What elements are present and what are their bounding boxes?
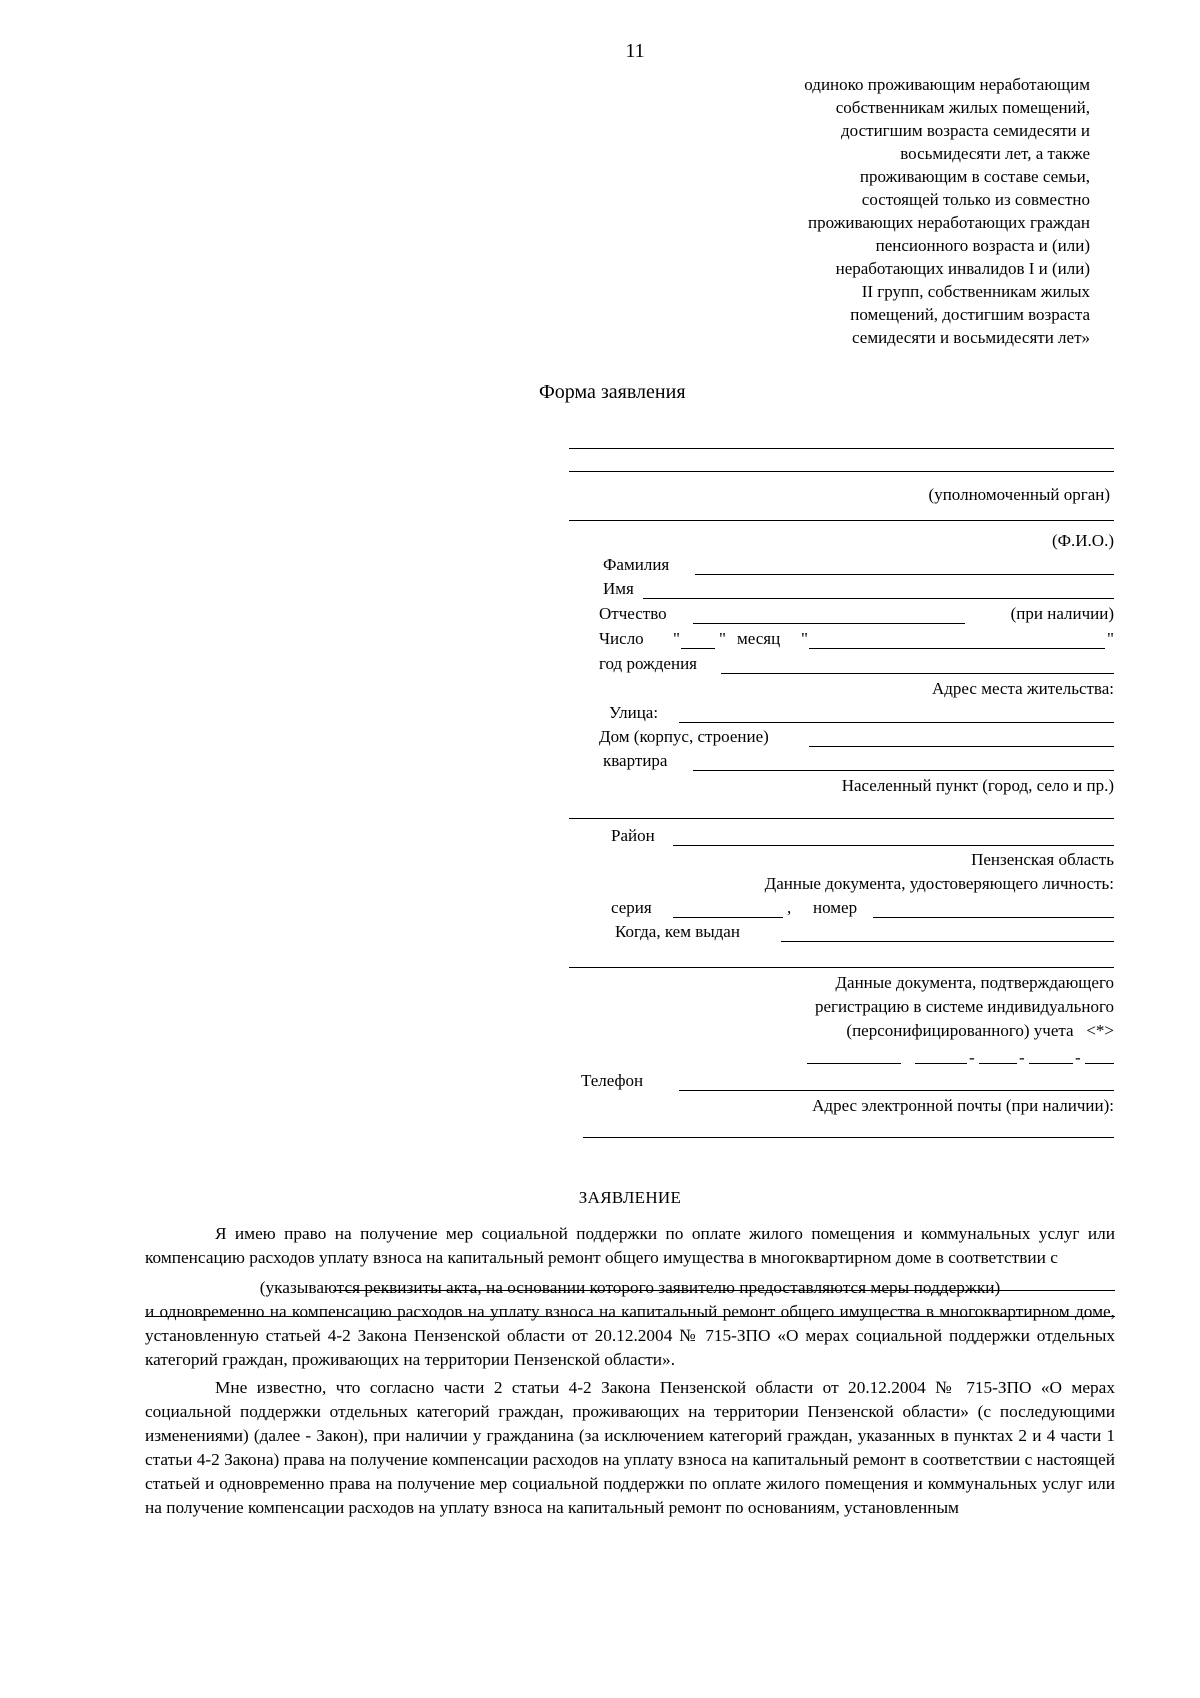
- snils-heading-1: Данные документа, подтверждающего: [835, 973, 1114, 992]
- number-label: номер: [813, 898, 858, 917]
- issued-field-continuation[interactable]: [569, 967, 1114, 968]
- number-field[interactable]: [873, 917, 1114, 918]
- surname-field[interactable]: [695, 574, 1114, 575]
- epigraph-line: помещений, достигшим возраста: [850, 305, 1090, 324]
- snils-heading-2: регистрацию в системе индивидуального: [814, 997, 1114, 1016]
- name-field[interactable]: [643, 598, 1114, 599]
- page-number: 11: [625, 40, 645, 62]
- statement-paragraph-3: Мне известно, что согласно части 2 статьи 4-2 Закона Пензенской области от 20.12.2004 № 715-ЗПО «О мерах социальной поддержки отдельных категорий граждан, проживающих на территории Пензенской области» (с последующими изменениями) (далее - Закон), при наличии у гражданина (за исключением категорий граждан, указанных в пунктах 2 и 4 части 1 статьи 4-2 Закона) права на получение компенсации расходов на уплату взноса на капитальный ремонт в соответствии с настоящей статьей и одновременно права на получение мер социальной поддержки по оплате жилого помещения и коммунальных услуг или на получение компенсации расходов на уплату взноса на капитальный ремонт по основаниям, установленным: [145, 1378, 1115, 1517]
- epigraph-line: пенсионного возраста и (или): [875, 236, 1090, 255]
- district-field[interactable]: [673, 845, 1114, 846]
- snils-part-2[interactable]: [979, 1063, 1017, 1064]
- quote-mark: ": [1107, 629, 1114, 648]
- email-caption: Адрес электронной почты (при наличии):: [812, 1096, 1114, 1115]
- locality-caption: Населенный пункт (город, село и пр.): [841, 776, 1114, 795]
- address-heading: Адрес места жительства:: [932, 679, 1114, 698]
- patronymic-label: Отчество: [599, 604, 667, 623]
- snils-dash: -: [969, 1048, 975, 1067]
- issued-label: Когда, кем выдан: [615, 922, 740, 941]
- statement-paragraph-1-text: Я имею право на получение мер социальной поддержки по оплате жилого помещения и коммунальных услуг или компенсацию расходов уплату взноса на капитальный ремонт общего имущества в многоквартирном доме в соответствии с: [145, 1224, 1115, 1267]
- snils-heading-3: (персонифицированного) учета: [846, 1021, 1074, 1040]
- snils-dash: -: [1075, 1048, 1081, 1067]
- epigraph-line: собственникам жилых помещений,: [835, 98, 1090, 117]
- epigraph-block: [710, 73, 1090, 349]
- house-field[interactable]: [809, 746, 1114, 747]
- statement-heading: ЗАЯВЛЕНИЕ: [578, 1188, 682, 1207]
- patronymic-field[interactable]: [693, 623, 965, 624]
- act-details-caption: (указываются реквизиты акта, на основании которого заявителю предоставляются меры поддержки): [259, 1278, 1001, 1297]
- birth-day-label: Число: [599, 629, 644, 648]
- authority-caption: (уполномоченный орган): [928, 485, 1110, 504]
- birth-month-label: месяц: [737, 629, 781, 648]
- quote-mark: ": [801, 629, 808, 648]
- id-document-heading: Данные документа, удостоверяющего личность:: [764, 874, 1114, 893]
- phone-field[interactable]: [679, 1090, 1114, 1091]
- authority-line-1[interactable]: [569, 448, 1114, 449]
- phone-label: Телефон: [581, 1071, 644, 1090]
- apartment-field[interactable]: [693, 770, 1114, 771]
- statement-paragraph-1: [145, 1222, 1115, 1270]
- epigraph-line: проживающих неработающих граждан: [808, 213, 1090, 232]
- street-field[interactable]: [679, 722, 1114, 723]
- act-details-field-continuation[interactable]: [145, 1316, 1115, 1317]
- apartment-label: квартира: [603, 751, 668, 770]
- snils-footnote-mark: <*>: [1086, 1021, 1114, 1040]
- epigraph-line: проживающим в составе семьи,: [859, 167, 1090, 186]
- street-label: Улица:: [609, 703, 659, 722]
- epigraph-line: одиноко проживающим неработающим: [804, 75, 1090, 94]
- fio-line[interactable]: [569, 520, 1114, 521]
- region-label: Пензенская область: [971, 850, 1114, 869]
- house-label: Дом (корпус, строение): [599, 727, 769, 746]
- snils-dash: -: [1019, 1048, 1025, 1067]
- snils-part-4[interactable]: [1085, 1063, 1114, 1064]
- birth-month-field[interactable]: [809, 648, 1105, 649]
- fio-caption: (Ф.И.О.): [1051, 531, 1114, 550]
- issued-field[interactable]: [781, 941, 1114, 942]
- name-label: Имя: [603, 579, 634, 598]
- locality-field[interactable]: [569, 818, 1114, 819]
- series-label: серия: [611, 898, 652, 917]
- series-field[interactable]: [673, 917, 783, 918]
- snils-heading-3-wrap: [846, 1020, 1114, 1042]
- birth-year-label: год рождения: [599, 654, 697, 673]
- epigraph-line: неработающих инвалидов I и (или): [835, 259, 1090, 278]
- quote-mark: ": [673, 629, 680, 648]
- epigraph-line: восьмидесяти лет, а также: [900, 144, 1090, 163]
- snils-doc-field[interactable]: [807, 1063, 901, 1064]
- email-field[interactable]: [583, 1137, 1114, 1138]
- birth-year-field[interactable]: [721, 673, 1114, 674]
- epigraph-line: II групп, собственникам жилых: [861, 282, 1090, 301]
- district-label: Район: [611, 826, 655, 845]
- patronymic-note: (при наличии): [1010, 604, 1114, 623]
- form-title: Форма заявления: [539, 381, 686, 403]
- birth-day-field[interactable]: [681, 648, 715, 649]
- epigraph-line: семидесяти и восьмидесяти лет»: [852, 328, 1090, 347]
- statement-body: [145, 1222, 1115, 1520]
- statement-paragraph-2: и одновременно на компенсацию расходов на уплату взноса на капитальный ремонт общего имущества в многоквартирном доме, установленную статьей 4-2 Закона Пензенской области от 20.12.2004 № 715-ЗПО «О мерах социальной поддержки отдельных категорий граждан, проживающих на территории Пензенской области».: [145, 1302, 1115, 1369]
- epigraph-line: состоящей только из совместно: [861, 190, 1090, 209]
- epigraph-line: достигшим возраста семидесяти и: [841, 121, 1090, 140]
- snils-part-3[interactable]: [1029, 1063, 1073, 1064]
- quote-mark: ": [719, 629, 726, 648]
- authority-line-2[interactable]: [569, 471, 1114, 472]
- act-details-field[interactable]: [333, 1290, 1115, 1291]
- surname-label: Фамилия: [603, 555, 670, 574]
- comma: ,: [787, 898, 792, 917]
- snils-part-1[interactable]: [915, 1063, 967, 1064]
